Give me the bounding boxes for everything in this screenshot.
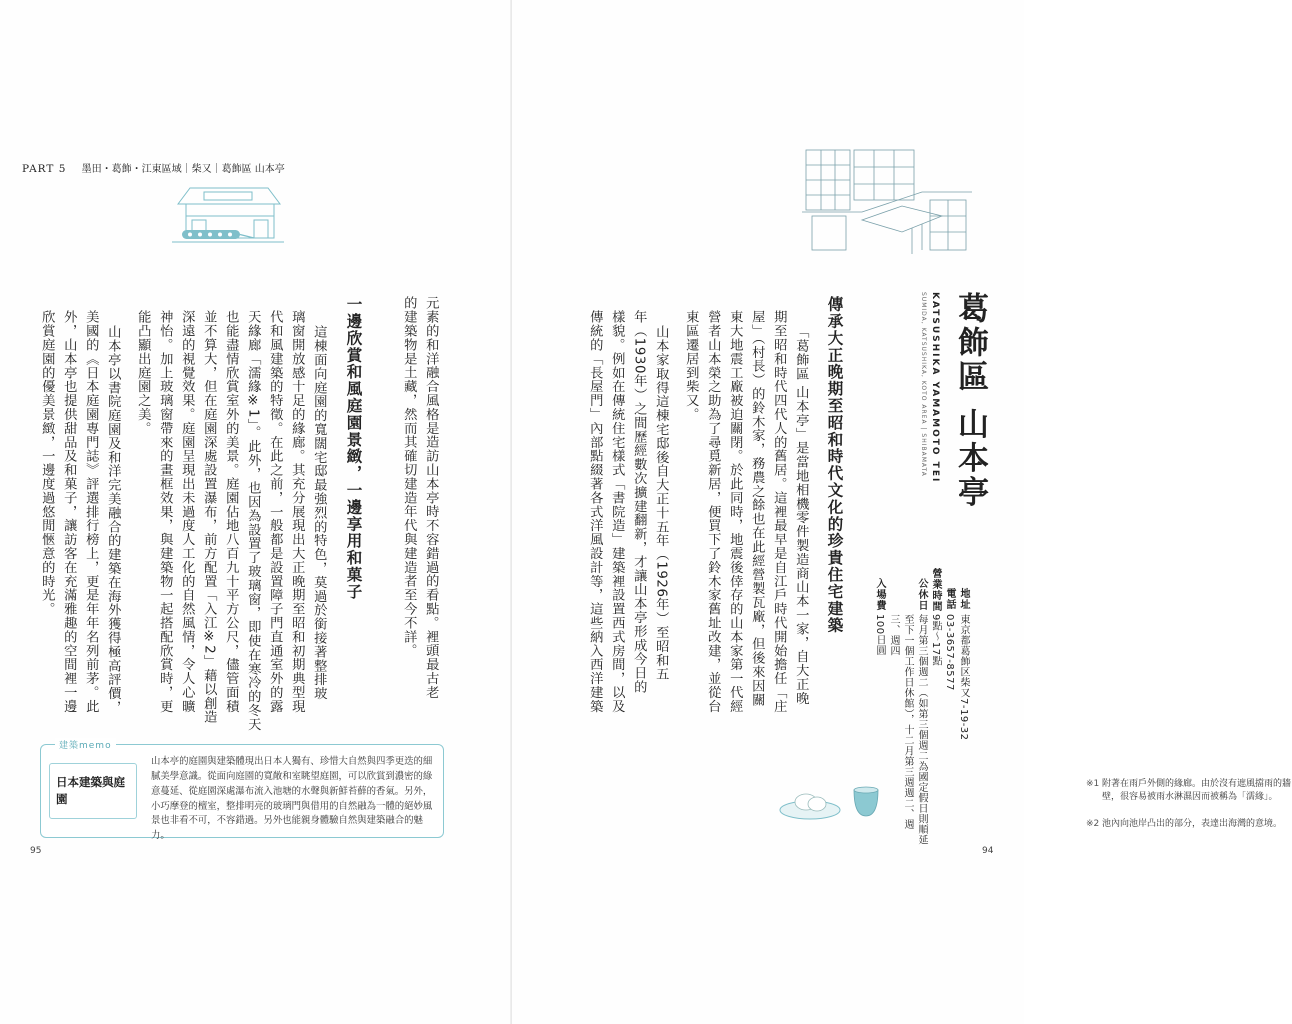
text-column: 元素的和洋融合風格是造訪山本亭時不容錯過的看點。裡頭最古老 (423, 296, 439, 700)
page-number-right: 94 (982, 846, 994, 856)
text-column: 天緣廊「濡緣※1」。此外，也因為設置了玻璃窗，即使在寒冷的冬天 (245, 310, 261, 732)
memo-tag: 建築memo (55, 738, 116, 751)
text-column: 東區遷居到柴又。 (683, 310, 699, 422)
text-column: 美國的《日本庭園專門誌》評選排行榜上，更是年年名列前茅。此 (83, 310, 99, 714)
info-value-address: 東京都葛飾区柴又7-19-32 (958, 614, 969, 741)
text-column: 樣貌。例如在傳統住宅樣式「書院造」建築裡設置西式房間，以及 (609, 310, 625, 714)
text-column: 的建築物是土藏，然而其確切建造年代與建造者至今不詳。 (401, 296, 417, 658)
text-column: 山本家取得這棟宅邸後自大正十五年（1926年）至昭和五 (653, 325, 669, 681)
info-value-closed-cont: 至下一個工作日休館），十二月第三週週二、週 (902, 614, 913, 830)
text-column: 「葛飾區 山本亭」是當地相機零件製造商山本一家，自大正晚 (793, 325, 809, 706)
text-column: 深遠的視覺效果。庭園呈現出未過度人工化的自然風情，令人心曠 (179, 310, 195, 714)
text-column: 神怡。加上玻璃窗帶來的畫框效果，與建築物一起搭配欣賞時，更 (157, 310, 173, 714)
info-value-closed-cont: 三、週四 (888, 614, 899, 656)
info-label-closed: 公休日 (916, 578, 927, 611)
left-page (0, 0, 512, 1024)
text-column: 東大地震工廠被迫關閉。於此同時，地震後倖存的山本家第一代經 (727, 310, 743, 714)
text-column: 年（1930年）之間歷經數次擴建翻新，才讓山本亭形成今日的 (631, 310, 647, 694)
interior-illustration (802, 150, 972, 265)
section-heading: 一邊欣賞和風庭園景緻，一邊享用和菓子 (344, 296, 363, 601)
text-column: 屋」（村長）的鈴木家，務農之餘也在此經營製瓦廠，但後來因關 (749, 310, 765, 707)
info-value-phone: 03-3657-8577 (944, 614, 955, 691)
architecture-memo-box (40, 741, 444, 842)
footnote-1 (1086, 778, 1292, 804)
info-label-phone: 電話 (944, 588, 955, 610)
tea-sweets-illustration (776, 776, 886, 826)
running-header (22, 160, 285, 175)
breadcrumb: 墨田・葛飾・江東區域｜柴又｜葛飾區 山本亭 (81, 164, 285, 175)
right-page (512, 0, 1292, 1024)
memo-keyword: 日本建築與庭園 (49, 763, 137, 819)
section-heading: 傳承大正晚期至昭和時代文化的珍貴住宅建築 (825, 296, 844, 634)
info-label-hours: 營業時間 (930, 568, 941, 612)
footnote-text: 附著在雨戶外側的緣廊。由於沒有遮風擋雨的牆壁，很容易被雨水淋濕因而被稱為「濡緣」。 (1102, 779, 1292, 803)
text-column: 外，山本亭也提供甜品及和菓子，讓訪客在充滿雅趣的空間裡一邊 (61, 310, 77, 714)
text-column: 山本亭以書院庭園及和洋完美融合的建築在海外獲得極高評價， (105, 325, 121, 715)
info-value-hours: 9點～17點 (930, 614, 941, 667)
text-column: 欣賞庭園的優美景緻，一邊度過悠閒愜意的時光。 (39, 310, 55, 616)
info-label-address: 地址 (958, 588, 969, 610)
sweets-shop-illustration (168, 176, 288, 256)
part-label: PART 5 (22, 163, 67, 175)
text-column: 期至昭和時代四代人的舊居。這裡最早是自江戶時代開始擔任「庄 (771, 310, 787, 714)
info-label-fee: 入場費 (874, 578, 885, 611)
page-number-left: 95 (30, 846, 42, 856)
text-column: 代和風建築的特徵。在此之前，一般都是設置障子門直通室外的露 (267, 310, 283, 714)
text-column: 能凸顯出庭園之美。 (135, 310, 151, 436)
info-value-closed: 每月第三個週二（如第三個週二為國定假日則順延 (916, 614, 927, 845)
text-column: 這棟面向庭園的寬闊宅邸最強烈的特色，莫過於銜接著整排玻 (311, 325, 327, 701)
place-title-roman: KATSUSHIKA YAMAMOTO TEI (930, 292, 940, 484)
place-title: 葛飾區 山本亭 (952, 292, 988, 510)
footnote-text: 池內向池岸凸出的部分，表達出海灣的意境。 (1102, 819, 1283, 829)
info-value-fee: 100日圓 (874, 614, 885, 656)
footnote-mark: ※1 (1086, 779, 1100, 789)
text-column: 也能盡情欣賞室外的美景。庭園佔地八百九十平方公尺，儘管面積 (223, 310, 239, 714)
text-column: 傳統的「長屋門」內部點綴著各式洋風設計等，這些納入西洋建築 (587, 310, 603, 714)
text-column: 營者山本榮之助為了尋覓新居，便買下了鈴木家舊址改建，並從台 (705, 310, 721, 714)
area-roman: SUMIDA, KATSUSHIKA, KOTO AREA | SHIBAMATA (920, 292, 927, 477)
footnote-2 (1086, 818, 1292, 831)
memo-text: 山本亭的庭園與建築體現出日本人獨有、珍惜大自然與四季更迭的細膩美學意識。從面向庭園的寬敞和室眺望庭園，可以欣賞到濃密的綠意蔓延、從庭園深處瀑布流入池塘的水聲與新鮮苔蘚的香氣。另外，小巧摩登的檀室，整排明亮的玻璃門與借用的自然融為一體的絕妙風景也非看不可，不容錯過。另外也能親身體驗自然與建築融合的魅力。 (151, 756, 433, 842)
footnote-mark: ※2 (1086, 819, 1100, 829)
text-column: 並不算大，但在庭園深處設置瀑布，前方配置「入江※2」藉以創造 (201, 310, 217, 724)
text-column: 璃窗開放感十足的緣廊。其充分展現出大正晚期至昭和初期典型現 (289, 310, 305, 714)
